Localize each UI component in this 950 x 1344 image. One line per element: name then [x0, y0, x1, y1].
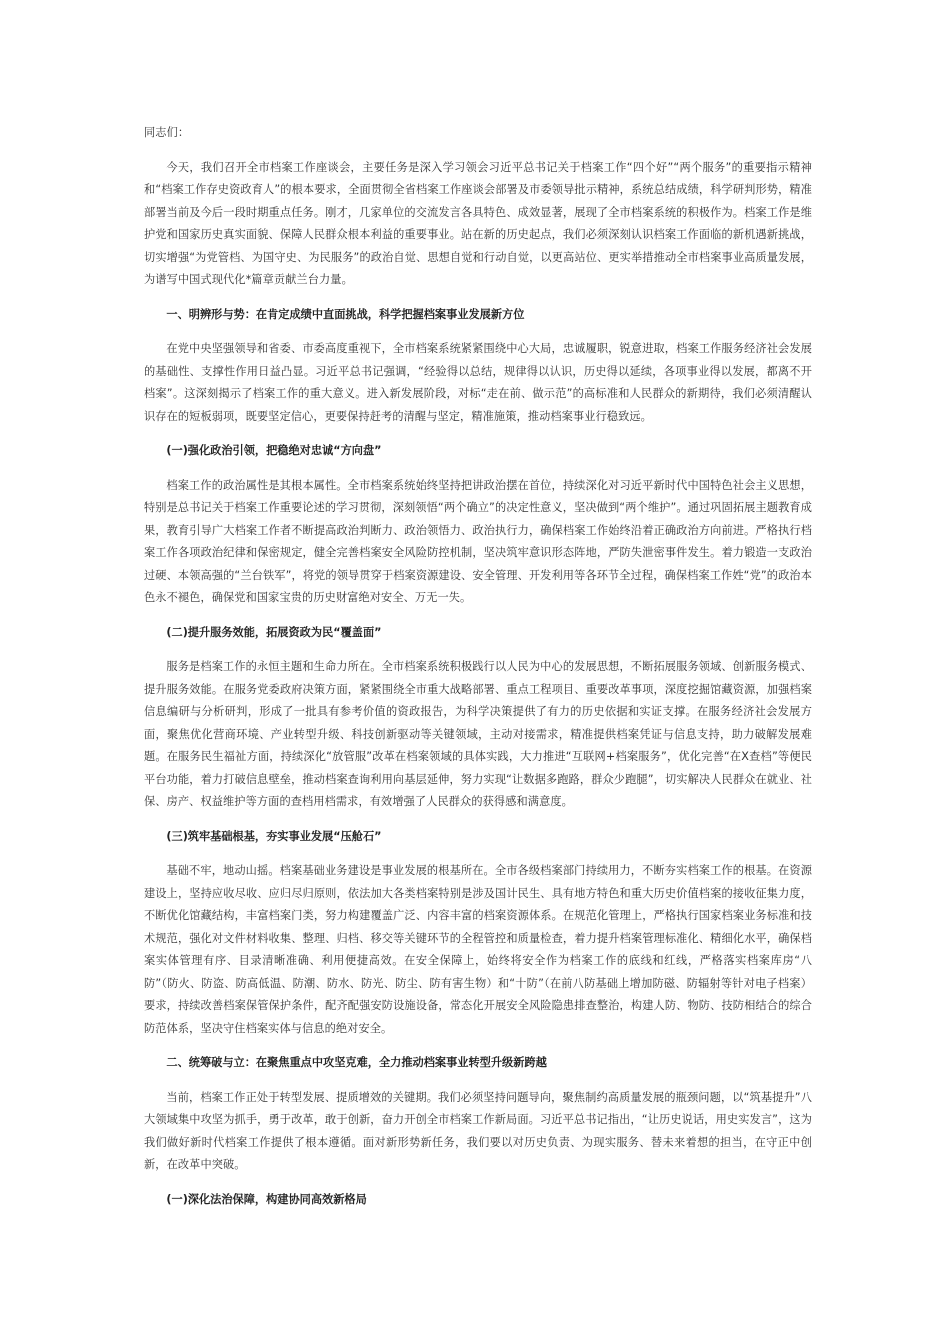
subsection-3-paragraph: 基础不牢，地动山摇。档案基础业务建设是事业发展的根基所在。全市各级档案部门持续用力，不断夯实档案工作的根基。在资源建设上，坚持应收尽收、应归尽归原则，依法加大各类档案特别是涉及国计民生、具有地方特色和重大历史价值档案的接收征集力度，不断优化馆藏结构，丰富档案门类，努力构建覆盖广泛、内容丰富的档案资源体系。在规范化管理上，严格执行国家档案业务标准和技术规范，强化对文件材料收集、整理、归档、移交等关键环节的全程管控和质量检查，着力提升档案管理标准化、精细化水平，确保档案实体管理有序、目录清晰准确、利用便捷高效。在安全保障上，始终将安全作为档案工作的底线和红线，严格落实档案库房“八防”（防火、防盗、防高低温、防潮、防水、防光、防尘、防有害生物）和“十防”（在前八防基础上增加防磁、防辐射等针对电子档案）要求，持续改善档案保管保护条件，配齐配强安防设施设备，常态化开展安全风险隐患排查整治，构建人防、物防、技防相结合的综合防范体系，坚决守住档案实体与信息的绝对安全。: [144, 864, 812, 1035]
salutation: 同志们：: [144, 126, 190, 139]
intro-paragraph: 今天，我们召开全市档案工作座谈会，主要任务是深入学习领会习近平总书记关于档案工作“四个好”“两个服务”的重要指示精神和“档案工作存史资政育人”的根本要求，全面贯彻全省档案工作座谈会部署及市委领导批示精神，系统总结成绩，科学研判形势，精准部署当前及今后一段时期重点任务。刚才，几家单位的交流发言各具特色、成效显著，展现了全市档案系统的积极作为。档案工作是维护党和国家历史真实面貌、保障人民群众根本利益的重要事业。站在新的历史起点，我们必须深刻认识档案工作面临的新机遇新挑战，切实增强“为党管档、为国守史、为民服务”的政治自觉、思想自觉和行动自觉，以更高站位、更实举措推动全市档案事业高质量发展，为谱写中国式现代化*篇章贡献兰台力量。: [144, 160, 812, 286]
subsection-1-paragraph: 档案工作的政治属性是其根本属性。全市档案系统始终坚持把讲政治摆在首位，持续深化对习近平新时代中国特色社会主义思想，特别是总书记关于档案工作重要论述的学习贯彻，深刻领悟“两个确立”的决定性意义，坚决做到“两个维护”。通过巩固拓展主题教育成果，教育引导广大档案工作者不断提高政治判断力、政治领悟力、政治执行力，确保档案工作始终沿着正确政治方向前进。严格执行档案工作各项政治纪律和保密规定，健全完善档案安全风险防控机制，坚决筑牢意识形态阵地，严防失泄密事件发生。着力锻造一支政治过硬、本领高强的“兰台铁军”，将党的领导贯穿于档案资源建设、安全管理、开发利用等各环节全过程，确保档案工作姓“党”的政治本色永不褪色，确保党和国家宝贵的历史财富绝对安全、万无一失。: [144, 478, 812, 604]
document-body: [144, 122, 812, 1223]
section-2-heading: 二、统筹破与立：在聚焦重点中攻坚克难，全力推动档案事业转型升级新跨越: [166, 1056, 547, 1069]
subsection-4-heading: (一)深化法治保障，构建协同高效新格局: [166, 1192, 367, 1206]
subsection-1-heading: (一)强化政治引领，把稳绝对忠诚“方向盘”: [166, 444, 382, 457]
subsection-2-paragraph: 服务是档案工作的永恒主题和生命力所在。全市档案系统积极践行以人民为中心的发展思想，不断拓展服务领域、创新服务模式、提升服务效能。在服务党委政府决策方面，紧紧围绕全市重大战略部署、重点工程项目、重要改革事项，深度挖掘馆藏资源，加强档案信息编研与分析研判，形成了一批具有参考价值的资政报告，为科学决策提供了有力的历史依据和实证支撑。在服务经济社会发展方面，聚焦优化营商环境、产业转型升级、科技创新驱动等关键领域，主动对接需求，精准提供档案凭证与信息支持，助力破解发展难题。在服务民生福祉方面，持续深化“放管服”改革在档案领域的具体实践，大力推进“互联网+档案服务”，优化完善“在X查档”等便民平台功能，着力打破信息壁垒，推动档案查询利用向基层延伸，努力实现“让数据多跑路，群众少跑腿”，切实解决人民群众在就业、社保、房产、权益维护等方面的查档用档需求，有效增强了人民群众的获得感和满意度。: [144, 660, 812, 808]
section-2-paragraph: 当前，档案工作正处于转型发展、提质增效的关键期。我们必须坚持问题导向，聚焦制约高质量发展的瓶颈问题，以“筑基提升”八大领域集中攻坚为抓手，勇于改革，敢于创新，奋力开创全市档案工作新局面。习近平总书记指出，“让历史说话，用史实发言”，这为我们做好新时代档案工作提供了根本遵循。面对新形势新任务，我们要以对历史负责、为现实服务、替未来着想的担当，在守正中创新，在改革中突破。: [144, 1090, 812, 1171]
subsection-2-heading: (二)提升服务效能，拓展资政为民“覆盖面”: [166, 625, 382, 639]
subsection-3-heading: (三)筑牢基础根基，夯实事业发展“压舱石”: [166, 829, 382, 843]
section-1-paragraph: 在党中央坚强领导和省委、市委高度重视下，全市档案系统紧紧围绕中心大局，忠诚履职，锐意进取，档案工作服务经济社会发展的基础性、支撑性作用日益凸显。习近平总书记强调，“经验得以总结，规律得以认识，历史得以延续，各项事业得以发展，都离不开档案”。这深刻揭示了档案工作的重大意义。进入新发展阶段，对标“走在前、做示范”的高标准和人民群众的新期待，我们必须清醒认识存在的短板弱项，既要坚定信心，更要保持赶考的清醒与坚定，精准施策，推动档案事业行稳致远。: [144, 342, 812, 423]
section-1-heading: 一、明辨形与势：在肯定成绩中直面挑战，科学把握档案事业发展新方位: [166, 307, 525, 321]
